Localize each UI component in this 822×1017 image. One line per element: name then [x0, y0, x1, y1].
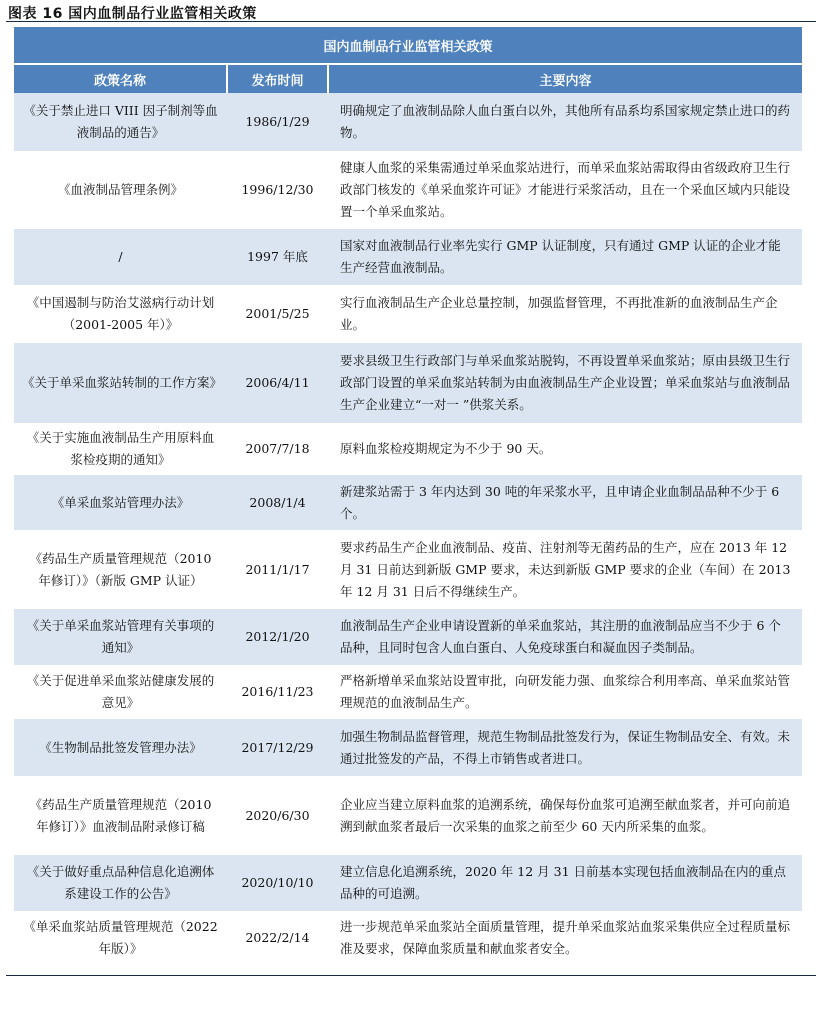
table-row: [14, 229, 802, 285]
main-content: 要求县级卫生行政部门与单采血浆站脱钩，不再设置单采血浆站；原由县级卫生行政部门设置的单采血浆站转制为由血液制品生产企业设置；单采血浆站与血液制品生产企业建立“一对一 ”供浆关系。: [328, 343, 802, 423]
release-date: 2011/1/17: [227, 530, 328, 609]
main-content: 健康人血浆的采集需通过单采血浆站进行，而单采血浆站需取得由省级政府卫生行政部门核发的《单采血浆许可证》才能进行采浆活动，且在一个采血区域内只能设置一个单采血浆站。: [328, 151, 802, 229]
policy-name: 《关于单采血浆站管理有关事项的通知》: [14, 609, 227, 665]
release-date: 2022/2/14: [227, 911, 328, 965]
release-date: 1996/12/30: [227, 151, 328, 229]
main-content: 要求药品生产企业血液制品、疫苗、注射剂等无菌药品的生产，应在 2013 年 12 月 31 日前达到新版 GMP 要求，未达到新版 GMP 要求的企业（车间）在 2013 年 12 月 31 日后不得继续生产。: [328, 530, 802, 609]
table-row: [14, 285, 802, 343]
header-release-date: 发布时间: [227, 64, 328, 93]
release-date: 2001/5/25: [227, 285, 328, 343]
top-rule: [6, 21, 816, 22]
main-content: 严格新增单采血浆站设置审批，向研发能力强、血浆综合利用率高、单采血浆站管理规范的血液制品生产。: [328, 665, 802, 719]
table-row: [14, 855, 802, 911]
release-date: 2007/7/18: [227, 423, 328, 475]
figure-title: 图表 16 国内血制品行业监管相关政策: [8, 6, 257, 22]
table-row: [14, 475, 802, 530]
policy-name: 《关于促进单采血浆站健康发展的意见》: [14, 665, 227, 719]
policy-name: 《生物制品批签发管理办法》: [14, 719, 227, 776]
release-date: 2017/12/29: [227, 719, 328, 776]
main-content: 进一步规范单采血浆站全面质量管理，提升单采血浆站血浆采集供应全过程质量标准及要求，保障血浆质量和献血浆者安全。: [328, 911, 802, 965]
policy-table: [14, 27, 802, 965]
policy-name: 《药品生产质量管理规范（2010 年修订）》血液制品附录修订稿: [14, 776, 227, 855]
policy-name: 《关于实施血液制品生产用原料血浆检疫期的通知》: [14, 423, 227, 475]
release-date: 2008/1/4: [227, 475, 328, 530]
policy-name: 《关于禁止进口 VIII 因子制剂等血液制品的通告》: [14, 93, 227, 151]
policy-name: 《关于单采血浆站转制的工作方案》: [14, 343, 227, 423]
release-date: 2016/11/23: [227, 665, 328, 719]
main-content: 血液制品生产企业申请设置新的单采血浆站，其注册的血液制品应当不少于 6 个品种，且同时包含人血白蛋白、人免疫球蛋白和凝血因子类制品。: [328, 609, 802, 665]
bottom-rule: [6, 975, 816, 976]
main-content: 国家对血液制品行业率先实行 GMP 认证制度，只有通过 GMP 认证的企业才能生产经营血液制品。: [328, 229, 802, 285]
main-content: 企业应当建立原料血浆的追溯系统，确保每份血浆可追溯至献血浆者，并可向前追溯到献血浆者最后一次采集的血浆之前至少 60 天内所采集的血浆。: [328, 776, 802, 855]
table-row: [14, 530, 802, 609]
main-content: 明确规定了血液制品除人血白蛋白以外，其他所有品系均系国家规定禁止进口的药物。: [328, 93, 802, 151]
table-row: [14, 343, 802, 423]
policy-name: 《关于做好重点品种信息化追溯体系建设工作的公告》: [14, 855, 227, 911]
main-content: 实行血液制品生产企业总量控制，加强监督管理，不再批准新的血液制品生产企业。: [328, 285, 802, 343]
main-content: 新建浆站需于 3 年内达到 30 吨的年采浆水平，且申请企业血制品品种不少于 6 个。: [328, 475, 802, 530]
policy-name: /: [14, 229, 227, 285]
policy-name: 《中国遏制与防治艾滋病行动计划（2001-2005 年）》: [14, 285, 227, 343]
policy-name: 《单采血浆站管理办法》: [14, 475, 227, 530]
release-date: 1997 年底: [227, 229, 328, 285]
table-row: [14, 423, 802, 475]
table-row: [14, 609, 802, 665]
table-row: [14, 911, 802, 965]
policy-name: 《血液制品管理条例》: [14, 151, 227, 229]
table-title: 国内血制品行业监管相关政策: [14, 27, 802, 64]
release-date: 1986/1/29: [227, 93, 328, 151]
release-date: 2006/4/11: [227, 343, 328, 423]
header-policy-name: 政策名称: [14, 64, 227, 93]
table-row: [14, 776, 802, 855]
table-row: [14, 665, 802, 719]
main-content: 建立信息化追溯系统，2020 年 12 月 31 日前基本实现包括血液制品在内的重点品种的可追溯。: [328, 855, 802, 911]
policy-name: 《药品生产质量管理规范（2010 年修订）》（新版 GMP 认证）: [14, 530, 227, 609]
main-content: 原料血浆检疫期规定为不少于 90 天。: [328, 423, 802, 475]
table-row: [14, 93, 802, 151]
header-main-content: 主要内容: [328, 64, 802, 93]
release-date: 2020/6/30: [227, 776, 328, 855]
release-date: 2020/10/10: [227, 855, 328, 911]
release-date: 2012/1/20: [227, 609, 328, 665]
table-row: [14, 719, 802, 776]
policy-name: 《单采血浆站质量管理规范（2022 年版）》: [14, 911, 227, 965]
main-content: 加强生物制品监督管理，规范生物制品批签发行为，保证生物制品安全、有效。未通过批签发的产品，不得上市销售或者进口。: [328, 719, 802, 776]
table-row: [14, 151, 802, 229]
